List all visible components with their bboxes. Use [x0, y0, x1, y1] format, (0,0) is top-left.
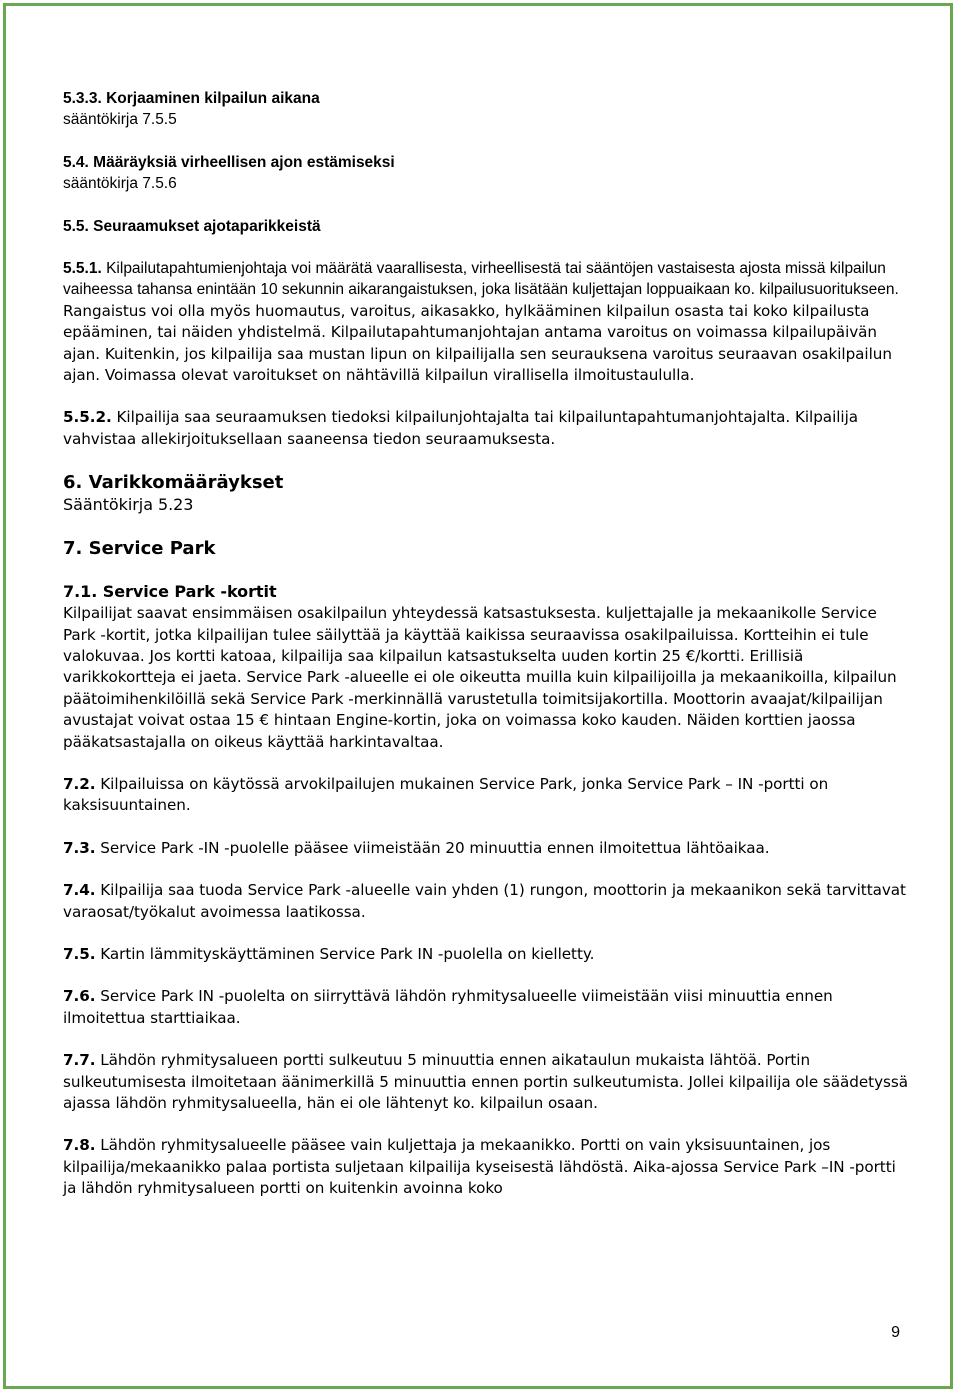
- section-5-3-3: [63, 88, 909, 131]
- paragraph-number: 7.5.: [63, 944, 96, 963]
- section-5-5-1: [63, 258, 909, 386]
- section-heading: 7.1. Service Park -kortit: [63, 581, 277, 601]
- paragraph-text: Lähdön ryhmitysalueen portti sulkeutuu 5 minuuttia ennen aikataulun mukaista lähtöä. Portin sulkeutumisesta ilmoitetaan äänimerkillä 5 minuuttia ennen portin sulkeutumista. Jollei kilpailija ole säädetyssä ajassa lähdön ryhmitysalueella, hän ei ole lähtenyt ko. kilpailun osaan.: [63, 1051, 908, 1112]
- section-heading: 5.5. Seuraamukset ajotaparikkeistä: [63, 217, 321, 235]
- document-body: [63, 88, 909, 1221]
- paragraph-number: 7.2.: [63, 774, 96, 793]
- section-5-4: [63, 152, 909, 195]
- paragraph-text: Kilpailija saa tuoda Service Park -alueelle vain yhden (1) rungon, moottorin ja mekaanikon sekä tarvittavat varaosat/työkalut avoimessa laatikossa.: [63, 881, 906, 921]
- section-5-5-2: [63, 407, 909, 450]
- section-7-4: [63, 880, 909, 923]
- section-7-7: [63, 1050, 909, 1114]
- rule-reference: Sääntökirja 5.23: [63, 495, 194, 515]
- section-7-3: [63, 838, 909, 859]
- paragraph-text: Service Park IN -puolelta on siirryttävä lähdön ryhmitysalueelle viimeistään viisi minuuttia ennen ilmoitettua starttiaikaa.: [63, 987, 833, 1027]
- section-5-5: [63, 216, 909, 237]
- paragraph-number: 7.3.: [63, 838, 96, 857]
- paragraph-text: Lähdön ryhmitysalueelle pääsee vain kuljettaja ja mekaanikko. Portti on vain yksisuuntainen, jos kilpailija/mekaanikko palaa portista suljetaan kilpailija kyseisestä lähdöstä. Aika-ajossa Service Park –IN -portti ja lähdön ryhmitysalueen portti on kuitenkin avoinna koko: [63, 1136, 896, 1198]
- rule-reference: sääntökirja 7.5.6: [63, 175, 177, 193]
- paragraph-text: Kartin lämmityskäyttäminen Service Park IN -puolella on kielletty.: [95, 944, 595, 963]
- section-7-6: [63, 986, 909, 1029]
- paragraph-text: Rangaistus voi olla myös huomautus, varoitus, aikasakko, hylkääminen kilpailun osasta tai koko kilpailusta epääminen, tai näiden yhdistelmä. Kilpailutapahtumanjohtajan antama varoitus on voimassa kilpailupäivän ajan. Kuitenkin, jos kilpailija saa mustan lipun on kilpailijalla sen seurauksena varoitus seuraavan osakilpailun ajan. Voimassa olevat varoitukset on nähtävillä kilpailun virallisella ilmoitustaululla.: [63, 301, 892, 385]
- page-number: 9: [891, 1324, 900, 1341]
- section-7: [63, 537, 909, 560]
- paragraph-text: Kilpailija saa seuraamuksen tiedoksi kilpailunjohtajalta tai kilpailuntapahtumanjohtajalta. Kilpailija vahvistaa allekirjoituksellaan saaneensa tiedon seuraamuksesta.: [63, 408, 859, 448]
- page-frame: [3, 3, 953, 1389]
- paragraph-number: 5.5.1.: [63, 260, 102, 278]
- paragraph-text: Kilpailijat saavat ensimmäisen osakilpailun yhteydessä katsastuksesta. kuljettajalle ja mekaanikolle Service Park -kortit, jotka kilpailijan tulee säilyttää ja käyttää kaikissa seuraavissa osakilpailuissa. Kortteihin ei tule valokuvaa. Jos kortti katoaa, kilpailija saa kilpailun katsastukselta uuden kortin 25 €/kortti. Erillisiä varikkokortteja ei jaeta. Service Park -alueelle ei ole oikeutta muilla kuin kilpailijoilla ja mekaanikoilla, kilpailun päätoimihenkilöillä sekä Service Park -merkinnällä varustetulla toimitsijakortilla. Moottorin avaajat/kilpailijan avustajat voivat ostaa 15 € hintaan Engine-kortin, joka on voimassa koko kauden. Näiden korttien jaossa pääkatsastajalla on oikeus käyttää harkintavaltaa.: [63, 604, 897, 751]
- section-heading: 5.4. Määräyksiä virheellisen ajon estämiseksi: [63, 153, 395, 171]
- paragraph-number: 5.5.2.: [63, 408, 112, 427]
- section-heading: 5.3.3. Korjaaminen kilpailun aikana: [63, 90, 320, 107]
- chapter-heading: 6. Varikkomääräykset: [63, 472, 284, 494]
- section-7-8: [63, 1135, 909, 1199]
- section-7-5: [63, 944, 909, 965]
- paragraph-number: 7.7.: [63, 1051, 96, 1070]
- chapter-heading: 7. Service Park: [63, 537, 216, 559]
- paragraph-number: 7.8.: [63, 1136, 96, 1155]
- section-6: [63, 471, 909, 515]
- paragraph-text: Service Park -IN -puolelle pääsee viimeistään 20 minuuttia ennen ilmoitettua lähtöaikaa.: [95, 838, 770, 857]
- section-7-1: [63, 581, 909, 753]
- paragraph-text: Kilpailutapahtumienjohtaja voi määrätä vaarallisesta, virheellisestä tai sääntöjen vastaisesta ajosta missä kilpailun vaiheessa tahansa enintään 10 sekunnin aikarangaistuksen, joka lisätään kuljettajan loppuaikaan ko. kilpailusuoritukseen.: [63, 260, 899, 299]
- rule-reference: sääntökirja 7.5.5: [63, 111, 177, 129]
- paragraph-number: 7.6.: [63, 987, 96, 1006]
- paragraph-number: 7.4.: [63, 881, 96, 900]
- section-7-2: [63, 774, 909, 817]
- paragraph-text: Kilpailuissa on käytössä arvokilpailujen mukainen Service Park, jonka Service Park – IN -portti on kaksisuuntainen.: [63, 774, 829, 815]
